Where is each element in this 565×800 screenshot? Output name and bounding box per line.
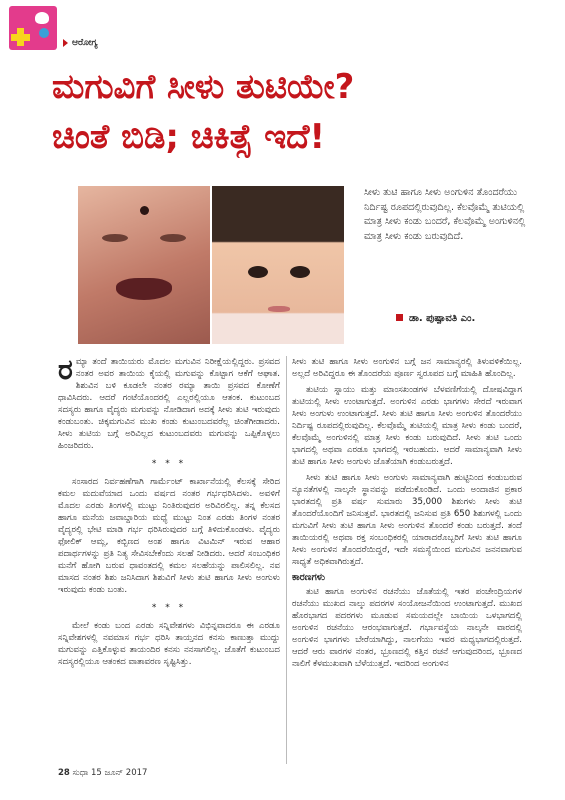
photo-baby-cleft-lip [78,186,210,344]
issue-date: 15 ಜೂನ್ 2017 [90,768,148,778]
subheading: ಕಾರಣಗಳು [292,572,326,583]
section-separator: * * * [151,459,187,469]
magazine-name: ಸುಧಾ [72,768,89,778]
photo-detail [140,206,149,215]
paragraph: ಮೇಲೆ ಕಂಡು ಬಂದ ಎರಡು ಸನ್ನಿವೇಶಗಳು ವಿಭಿನ್ನವಾದರೂ ಈ ಎರಡೂ ಸನ್ನಿವೇಶಗಳಲ್ಲಿ ನವಮಾಸ ಗರ್ಭ ಧರಿಸಿ ತಾಯ್ತನದ ಕನಸು ಕಾಣುತ್ತಾ ಮುದ್ದು ಮಗುವನ್ನು ಎತ್ತಿಕೊಳ್ಳುವ ತಾಯಂದಿರ ಕನಸು ನನಸಾಗಲಿಲ್ಲ. ಜೊತೆಗೆ ಕುಟುಂಬದ ಸದಸ್ಯರಲ್ಲಿಯೂ ಆತಂಕದ ವಾತಾವರಣ ಸೃಷ್ಟಿಸಿತ್ತು. [58,621,280,667]
photo-detail [160,234,186,242]
paragraph [58,353,280,452]
paragraph: ಸೀಳು ತುಟಿ ಹಾಗೂ ಸೀಳು ಅಂಗುಳಿನ ಬಗ್ಗೆ ಜನ ಸಾಮಾನ್ಯರಲ್ಲಿ ತಿಳುವಳಿಕೆಯಿಲ್ಲ. ಅಲ್ಲದೆ ಅರಿವಿದ್ದರೂ ಈ ತೊಂದರೆಯ ಪೂರ್ಣ ಸ್ವರೂಪದ ಬಗ್ಗೆ ಮಾಹಿತಿ ಹೊಂದಿಲ್ಲ. [292,357,522,379]
headline-line-2: ಚಿಂತೆ ಬಿಡಿ; ಚಿಕಿತ್ಸೆ ಇದೆ! [52,117,325,157]
drop-cap: ರ [58,353,73,386]
photo-girl-after-surgery [212,186,344,344]
photo-detail [268,306,290,312]
health-cross-icon-bar [11,34,30,41]
paragraph: ತುಟಿಯ ಸ್ನಾಯು ಮತ್ತು ಮಾಂಸಖಂಡಗಳ ಬೆಳವಣಿಗೆಯಲ್ಲಿ ದೋಷವಿದ್ದಾಗ ತುಟಿಯಲ್ಲಿ ಸೀಳು ಉಂಟಾಗುತ್ತದೆ. ಅಂಗುಳಿನ ಎರಡು ಭಾಗಗಳು ಸೇರದೆ ಇರುವಾಗ ಸೀಳು ಅಂಗುಳು ಉಂಟಾಗುತ್ತದೆ. ಸೀಳು ತುಟಿ ಹಾಗೂ ಸೀಳು ಅಂಗುಳಿನ ತೊಂದರೆಯು ನಿರ್ದಿಷ್ಟ ರೂಪದಲ್ಲಿರುವುದಿಲ್ಲ. ಕೆಲವೊಮ್ಮೆ ತುಟಿಯಲ್ಲಿ ಮಾತ್ರ ಸೀಳು ಕಂಡು ಬಂದರೆ, ಕೆಲವೊಮ್ಮೆ ಅಂಗುಳಿನಲ್ಲಿ ಮಾತ್ರ ಸೀಳು ಕಂಡು ಬರುವುದಿದೆ. ಸೀಳು ತುಟಿ ಒಂದು ಭಾಗದಲ್ಲಿ ಅಥವಾ ಎರಡೂ ಭಾಗದಲ್ಲಿ ಇರಬಹುದು. ಆದರೆ ಸಾಮಾನ್ಯವಾಗಿ ಸೀಳು ತುಟಿ ಹಾಗೂ ಸೀಳು ಅಂಗುಳು ಜೊತೆಯಾಗಿ ಕಂಡುಬರುತ್ತದೆ. [292,385,522,467]
section-label [63,38,98,48]
headline [52,62,522,162]
photo-detail [290,266,310,278]
arrow-marker-icon [63,39,68,47]
page-number: 28 [58,768,70,778]
photo-detail [116,278,172,300]
paragraph: ಸೀಳು ತುಟಿ ಹಾಗೂ ಸೀಳು ಅಂಗುಳು ಸಾಮಾನ್ಯವಾಗಿ ಹುಟ್ಟಿನಿಂದ ಕಂಡುಬರುವ ನ್ಯೂನತೆಗಳಲ್ಲಿ ನಾಲ್ಕನೇ ಸ್ಥಾನವನ್ನು ಪಡೆದುಕೊಂಡಿದೆ. ಒಂದು ಅಂದಾಜಿನ ಪ್ರಕಾರ ಭಾರತದಲ್ಲಿ ಪ್ರತಿ ವರ್ಷ ಸುಮಾರು 35,000 ಶಿಶುಗಳು ಸೀಳು ತುಟಿ ತೊಂದರೆಯೊಂದಿಗೆ ಜನಿಸುತ್ತವೆ. ಭಾರತದಲ್ಲಿ ಜನಿಸುವ ಪ್ರತಿ 650 ಶಿಶುಗಳಲ್ಲಿ ಒಂದು ಮಗುವಿಗೆ ಸೀಳು ತುಟಿ ಹಾಗೂ ಸೀಳು ಅಂಗುಳಿನ ತೊಂದರೆ ಕಂಡು ಬರುತ್ತದೆ. ತಂದೆ ತಾಯಿಯರಲ್ಲಿ ಅಥವಾ ರಕ್ತ ಸಂಬಂಧಿಕರಲ್ಲಿ ಯಾರಾದರೊಬ್ಬರಿಗೆ ಸೀಳು ತುಟಿ ಹಾಗೂ ಸೀಳು ಅಂಗುಳಿನ ತೊಂದರೆಯಿದ್ದರೆ, ಇದೇ ಸಮಸ್ಯೆಯಿಂದ ಮಗುವಿನ ಜನನವಾಗುವ ಸಾಧ್ಯತೆ ಅಧಿಕವಾಗಿರುತ್ತದೆ. [292,473,522,567]
pull-quote: ಸೀಳು ತುಟಿ ಹಾಗೂ ಸೀಳು ಅಂಗುಳಿನ ತೊಂದರೆಯು ನಿರ್ದಿಷ್ಟ ರೂಪದಲ್ಲಿರುವುದಿಲ್ಲ. ಕೆಲವೊಮ್ಮೆ ತುಟಿಯಲ್ಲಿ ಮಾತ್ರ ಸೀಳು ಕಂಡು ಬಂದರೆ, ಕೆಲವೊಮ್ಮೆ ಅಂಗುಳಿನಲ್ಲಿ ಮಾತ್ರ ಸೀಳು ಕಂಡು ಬರುವುದಿದೆ. [364,187,526,242]
dot-icon [39,28,49,38]
magazine-logo [9,6,57,50]
photo-detail [102,234,128,242]
author-name: ಡಾ. ಪುಷ್ಪಾವತಿ ಎಂ. [409,313,476,324]
section-label-text: ಆರೋಗ್ಯ [72,38,98,48]
heart-icon [35,12,49,24]
photo-detail [248,266,268,278]
section-separator: * * * [151,603,187,613]
square-bullet-icon [396,314,403,321]
article-column-2 [292,356,522,674]
article-column-1 [58,353,280,672]
paragraph: ತುಟಿ ಹಾಗೂ ಅಂಗುಳಿನ ರಚನೆಯು ಜೊತೆಯಲ್ಲಿ ಇತರ ಪಂಚೇಂದ್ರಿಯಗಳ ರಚನೆಯು ಮುಖದ ನಾಲ್ಕು ಪದರಗಳ ಸಂಯೋಜನೆಯಿಂದ ಉಂಟಾಗುತ್ತದೆ. ಮುಖದ ಹೊರಭಾಗದ ಪದರಗಳು ಮೂಡುವ ಸಮಯದಲ್ಲೇ ಬಾಯಿಯ ಒಳಭಾಗದಲ್ಲಿ ಅಂಗುಳಿನ ರಚನೆಯು ಆರಂಭವಾಗುತ್ತದೆ. ಗರ್ಭಾವಸ್ಥೆಯ ನಾಲ್ಕನೇ ವಾರದಲ್ಲಿ ಅಂಗುಳಿನ ಭಾಗಗಳು ಬೇರೆಯಾಗಿದ್ದು, ನಾಲಗೆಯು ಇವರ ಮಧ್ಯಭಾಗದಲ್ಲಿರುತ್ತದೆ. ಆದರೆ ಆರು ವಾರಗಳ ನಂತರ, ಭ್ರೂಣದಲ್ಲಿ ಕತ್ತಿನ ರಚನೆ ಆಗುವುದರಿಂದ, ಭ್ರೂಣದ ನಾಲಿಗೆ ಕೆಳಮುಖವಾಗಿ ಬೆಳೆಯುತ್ತದೆ. ಇದರಿಂದ ಅಂಗುಳಿನ [292,587,522,669]
column-divider [286,356,287,764]
author-byline [396,313,475,324]
paragraph: ಸಂಸಾರದ ನಿರ್ವಹಣೆಗಾಗಿ ಗಾರ್ಮೆಂಟ್ ಕಾರ್ಖಾನೆಯಲ್ಲಿ ಕೆಲಸಕ್ಕೆ ಸೇರಿದ ಕಮಲ ಮದುವೆಯಾದ ಒಂದು ವರ್ಷದ ನಂತರ ಗರ್ಭಧರಿಸಿದಳು. ಅವಳಿಗೆ ಮೊದಲ ಎರಡು ತಿಂಗಳಲ್ಲಿ ಮುಟ್ಟು ನಿಂತಿರುವುದರ ಅರಿವಿರಲಿಲ್ಲ. ತನ್ನ ಕೆಲಸದ ಹಾಗೂ ಮನೆಯ ಜವಾಬ್ದಾರಿಯ ಮಧ್ಯೆ ಮುಟ್ಟು ನಿಂತ ಎರಡು ತಿಂಗಳ ನಂತರ ವೈದ್ಯರಲ್ಲಿ ಭೇಟಿ ಮಾಡಿ ಗರ್ಭ ಧರಿಸಿರುವುದರ ಬಗ್ಗೆ ತಿಳಿದುಕೊಂಡಳು. ವೈದ್ಯರು ಫೋಲಿಕ್ ಆಮ್ಲ, ಕಬ್ಬಿಣದ ಅಂಶ ಹಾಗೂ ವಿಟಮಿನ್ ಇರುವ ಆಹಾರ ಪದಾರ್ಥಗಳನ್ನು ಪ್ರತಿ ನಿತ್ಯ ಸೇವಿಸಬೇಕೆಂದು ಸಲಹೆ ನೀಡಿದರು. ಆದರೆ ಸಂಬಂಧಿಕರ ಮನೆಗೆ ಹೋಗಿ ಬರುವ ಧಾವಂತದಲ್ಲಿ ಕಮಲ ಸಲಹೆಯನ್ನು ಪಾಲಿಸಲಿಲ್ಲ. ನವ ಮಾಸದ ನಂತರ ಶಿಶು ಜನಿಸಿದಾಗ ಶಿಶುವಿಗೆ ಸೀಳು ತುಟಿ ಹಾಗೂ ಸೀಳು ಅಂಗುಳು ಇರುವುದು ಕಂಡು ಬಂತು. [58,477,280,595]
page-footer [58,768,147,778]
headline-line-1: ಮಗುವಿಗೆ ಸೀಳು ತುಟಿಯೇ? [52,67,355,107]
paragraph-text: ಮ್ಯಾ ತಂದೆ ತಾಯಿಯರು ಮೊದಲ ಮಗುವಿನ ನಿರೀಕ್ಷೆಯಲ್ಲಿದ್ದರು. ಪ್ರಸವದ ನಂತರ ಅವರ ತಾಯಿಯ ಕೈಯಲ್ಲಿ ಮಗುವನ್ನು ಕೊಟ್ಟಾಗ ಆಕೆಗೆ ಆಘಾತ. ಶಿಶುವಿನ ಬಳಿ ಕೂಡಲೇ ನಂತರ ರಮ್ಯಾ ತಾಯಿ ಪ್ರಸವದ ಕೋಣೆಗೆ ಧಾವಿಸಿದರು. ಆದರೆ ಗಂಟೆಯೊಂದರಲ್ಲಿ ಎಲ್ಲರಲ್ಲಿಯೂ ಆತಂಕ. ಕುಟುಂಬದ ಸದಸ್ಯರು ಹಾಗೂ ವೈದ್ಯರು ಮಗುವನ್ನು ನೋಡಿದಾಗ ಅದಕ್ಕೆ ಸೀಳು ತುಟಿ ಇರುವುದು ಕಂಡುಬಂತು. ಚಿಕ್ಕಮಗುವಿನ ಮುಖ ಕಂಡು ಕುಟುಂಬದವರೆಲ್ಲ ಚಿಂತೆಗೀಡಾದರು. ಸೀಳು ತುಟಿಯ ಬಗ್ಗೆ ಅರಿವಿಲ್ಲದ ಕುಟುಂಬದವರು ಮಗುವನ್ನು ಒಪ್ಪಿಕೊಳ್ಳಲು ಹಿಂಜರಿದರು. [58,357,280,451]
